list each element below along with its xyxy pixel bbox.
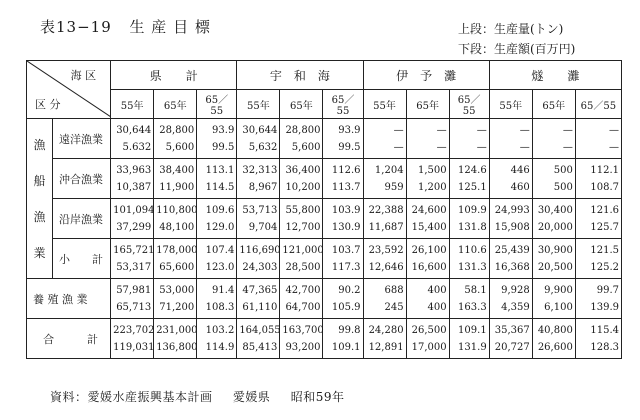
value-lower: 108.7 <box>590 181 619 193</box>
value-cell <box>197 199 237 239</box>
value-cell <box>406 319 449 359</box>
value-cell <box>280 199 323 239</box>
subcolumn-header: 55年 <box>363 90 406 119</box>
value-cell <box>280 279 323 319</box>
value-lower: 131.8 <box>458 221 487 233</box>
value-lower: 11,687 <box>368 221 404 233</box>
value-upper: 446 <box>510 164 530 176</box>
value-lower: 125.7 <box>590 221 619 233</box>
subcolumn-header: 55年 <box>111 90 154 119</box>
value-cell <box>111 279 154 319</box>
value-cell <box>532 159 575 199</box>
value-cell <box>489 119 532 159</box>
row-label-aquaculture: 養 殖 漁 業 <box>27 279 111 319</box>
value-upper: 57,981 <box>116 284 152 296</box>
row-label: 沖合漁業 <box>53 159 111 199</box>
value-lower: 105.9 <box>331 301 361 313</box>
value-cell <box>323 319 363 359</box>
value-upper: 1,500 <box>417 164 447 176</box>
production-target-table <box>26 60 622 359</box>
value-lower: 114.9 <box>205 341 235 353</box>
value-upper: 90.2 <box>338 284 361 296</box>
region-header-iyonada: 伊 予 灘 <box>363 61 489 90</box>
value-cell <box>154 239 197 279</box>
subcolumn-header: 65年 <box>154 90 197 119</box>
value-upper: 103.9 <box>331 204 361 216</box>
value-cell <box>575 239 621 279</box>
value-lower: — <box>393 141 404 153</box>
value-lower: — <box>519 141 530 153</box>
value-lower: 16,368 <box>494 261 530 273</box>
value-cell <box>489 159 532 199</box>
table-title-text: 生 産 目 標 <box>129 18 211 36</box>
value-lower: 61,110 <box>242 301 278 313</box>
value-cell <box>449 319 489 359</box>
value-cell <box>532 239 575 279</box>
subcolumn-header: 65／55 <box>449 90 489 119</box>
value-upper: 25,439 <box>494 244 530 256</box>
value-cell <box>449 199 489 239</box>
value-lower: 130.9 <box>331 221 361 233</box>
value-lower: 5.632 <box>122 141 152 153</box>
value-cell <box>406 199 449 239</box>
value-lower: 8,967 <box>248 181 278 193</box>
value-cell <box>363 119 406 159</box>
value-upper: 165,721 <box>113 244 155 256</box>
value-upper: 103.7 <box>331 244 361 256</box>
value-upper: 109.1 <box>458 324 487 336</box>
subcolumn-header: 65年 <box>532 90 575 119</box>
value-lower: 5,600 <box>291 141 321 153</box>
value-lower: 131.9 <box>458 341 487 353</box>
region-header-uwakai: 宇 和 海 <box>237 61 363 90</box>
value-lower: 136,800 <box>156 341 198 353</box>
subcolumn-header: 65／55 <box>197 90 237 119</box>
value-cell <box>197 279 237 319</box>
value-lower: 64,700 <box>285 301 321 313</box>
value-lower: 37,299 <box>116 221 152 233</box>
value-lower: 163.3 <box>458 301 487 313</box>
value-upper: 223,702 <box>113 324 155 336</box>
value-upper: 53,713 <box>242 204 278 216</box>
value-lower: 245 <box>384 301 404 313</box>
value-cell <box>323 159 363 199</box>
value-upper: 36,400 <box>285 164 321 176</box>
value-cell <box>323 199 363 239</box>
value-cell <box>489 199 532 239</box>
value-upper: — <box>436 124 447 136</box>
value-lower: 24,303 <box>242 261 278 273</box>
value-upper: 110.6 <box>458 244 487 256</box>
unit-note-upper: 上段：生産量(トン) <box>458 22 564 36</box>
source-org: 愛媛県 <box>232 390 271 404</box>
value-lower: 9,704 <box>248 221 278 233</box>
value-cell <box>489 319 532 359</box>
corner-label-category: 区 分 <box>35 98 61 111</box>
value-upper: — <box>609 124 619 136</box>
table-row <box>27 159 622 199</box>
value-upper: 26,500 <box>411 324 447 336</box>
value-cell <box>449 279 489 319</box>
value-lower: 108.3 <box>205 301 235 313</box>
value-cell <box>406 119 449 159</box>
value-cell <box>406 159 449 199</box>
row-label-total: 合 計 <box>27 319 111 359</box>
value-upper: 113.1 <box>205 164 235 176</box>
value-lower: 20,727 <box>494 341 530 353</box>
value-cell <box>532 119 575 159</box>
value-upper: 33,963 <box>116 164 152 176</box>
value-upper: 22,388 <box>368 204 404 216</box>
value-upper: 112.6 <box>331 164 361 176</box>
value-upper: 28,800 <box>159 124 195 136</box>
value-lower: 5,632 <box>248 141 278 153</box>
value-cell <box>575 319 621 359</box>
value-upper: 30,644 <box>242 124 278 136</box>
table-row-aquaculture <box>27 279 622 319</box>
value-cell <box>237 239 280 279</box>
value-lower: 12,646 <box>368 261 404 273</box>
value-upper: 30,644 <box>116 124 152 136</box>
value-upper: 28,800 <box>285 124 321 136</box>
value-upper: 163,700 <box>282 324 324 336</box>
value-upper: 30,900 <box>537 244 573 256</box>
region-header-prefecture: 県 計 <box>111 61 237 90</box>
value-lower: 26,600 <box>537 341 573 353</box>
source-era: 昭和59年 <box>290 390 345 404</box>
value-cell <box>154 159 197 199</box>
value-upper: 42,700 <box>285 284 321 296</box>
value-lower: 53,317 <box>116 261 152 273</box>
value-upper: 32,313 <box>242 164 278 176</box>
value-upper: 500 <box>553 164 573 176</box>
value-lower: 114.5 <box>205 181 235 193</box>
value-lower: 99.5 <box>338 141 361 153</box>
value-cell <box>237 119 280 159</box>
value-cell <box>575 159 621 199</box>
value-lower: 20,500 <box>537 261 573 273</box>
value-upper: 23,592 <box>368 244 404 256</box>
value-upper: — <box>562 124 573 136</box>
value-cell <box>575 199 621 239</box>
value-upper: 115.4 <box>590 324 619 336</box>
value-upper: 24,600 <box>411 204 447 216</box>
value-cell <box>363 199 406 239</box>
value-upper: 400 <box>427 284 447 296</box>
value-upper: 9,900 <box>544 284 573 296</box>
side-label-char: 業 <box>33 245 46 260</box>
corner-header-cell <box>27 61 111 119</box>
value-lower: — <box>476 141 487 153</box>
value-upper: 231,000 <box>156 324 198 336</box>
table-row <box>27 199 622 239</box>
value-upper: 47,365 <box>242 284 278 296</box>
value-lower: 15,400 <box>411 221 447 233</box>
value-upper: 26,100 <box>411 244 447 256</box>
value-cell <box>237 199 280 239</box>
value-cell <box>532 279 575 319</box>
value-upper: 24,280 <box>368 324 404 336</box>
value-lower: 123.0 <box>205 261 235 273</box>
value-cell <box>154 119 197 159</box>
table-row <box>27 119 622 159</box>
value-upper: 93.9 <box>212 124 235 136</box>
value-lower: 400 <box>427 301 447 313</box>
value-lower: 139.9 <box>590 301 619 313</box>
value-cell <box>111 199 154 239</box>
value-lower: 16,600 <box>411 261 447 273</box>
value-cell <box>237 279 280 319</box>
subcolumn-header-row <box>27 90 622 119</box>
value-cell <box>363 279 406 319</box>
value-cell <box>575 279 621 319</box>
value-upper: 58.1 <box>464 284 487 296</box>
side-label-char: 船 <box>33 173 46 188</box>
value-cell <box>111 319 154 359</box>
value-lower: 85,413 <box>242 341 278 353</box>
value-upper: 178,000 <box>156 244 198 256</box>
value-cell <box>280 119 323 159</box>
row-label: 沿岸漁業 <box>53 199 111 239</box>
subcolumn-header: 65年 <box>406 90 449 119</box>
value-lower: 119,031 <box>113 341 155 353</box>
value-cell <box>280 239 323 279</box>
value-upper: 30,400 <box>537 204 573 216</box>
value-lower: 959 <box>384 181 404 193</box>
subcolumn-header: 65／55 <box>575 90 621 119</box>
value-upper: 107.4 <box>205 244 235 256</box>
value-upper: 53,000 <box>159 284 195 296</box>
value-cell <box>489 239 532 279</box>
value-lower: 11,900 <box>159 181 195 193</box>
value-lower: — <box>609 141 619 153</box>
value-lower: 113.7 <box>331 181 361 193</box>
value-upper: 1,204 <box>374 164 404 176</box>
value-cell <box>323 279 363 319</box>
source-footer <box>50 388 360 405</box>
value-lower: 5,600 <box>165 141 195 153</box>
source-text: 資料：愛媛水産振興基本計画 <box>50 390 213 404</box>
value-lower: 125.2 <box>590 261 619 273</box>
subcolumn-header: 55年 <box>489 90 532 119</box>
value-upper: 24,993 <box>494 204 530 216</box>
value-cell <box>575 119 621 159</box>
value-lower: 65,713 <box>116 301 152 313</box>
table-row <box>27 239 622 279</box>
value-lower: 17,000 <box>411 341 447 353</box>
value-cell <box>363 239 406 279</box>
value-lower: 131.3 <box>458 261 487 273</box>
value-lower: 20,000 <box>537 221 573 233</box>
value-lower: 1,200 <box>417 181 447 193</box>
value-upper: 40,800 <box>537 324 573 336</box>
value-cell <box>197 319 237 359</box>
value-lower: — <box>436 141 447 153</box>
value-lower: 117.3 <box>331 261 361 273</box>
subcolumn-header: 65年 <box>280 90 323 119</box>
value-cell <box>111 239 154 279</box>
value-lower: 71,200 <box>159 301 195 313</box>
unit-note-lower: 下段：生産額(百万円) <box>458 42 576 56</box>
table-title <box>40 16 211 37</box>
table-row-total <box>27 319 622 359</box>
side-label-char: 漁 <box>33 137 46 152</box>
value-upper: 112.1 <box>590 164 619 176</box>
value-cell <box>197 239 237 279</box>
value-lower: 460 <box>510 181 530 193</box>
side-label-char: 漁 <box>33 209 46 224</box>
value-cell <box>449 159 489 199</box>
value-cell <box>532 319 575 359</box>
value-lower: 28,500 <box>285 261 321 273</box>
value-lower: 10,200 <box>285 181 321 193</box>
value-cell <box>111 119 154 159</box>
row-label: 遠洋漁業 <box>53 119 111 159</box>
value-upper: — <box>393 124 404 136</box>
value-upper: 99.8 <box>338 324 361 336</box>
value-upper: 116,690 <box>239 244 281 256</box>
value-lower: 99.5 <box>212 141 235 153</box>
value-lower: 93,200 <box>285 341 321 353</box>
value-lower: 10,387 <box>116 181 152 193</box>
value-cell <box>154 279 197 319</box>
subcolumn-header: 55年 <box>237 90 280 119</box>
value-upper: 101,094 <box>113 204 155 216</box>
value-upper: — <box>476 124 487 136</box>
value-upper: 124.6 <box>458 164 487 176</box>
value-cell <box>489 279 532 319</box>
value-cell <box>449 119 489 159</box>
value-upper: 91.4 <box>212 284 235 296</box>
value-cell <box>323 119 363 159</box>
value-cell <box>197 159 237 199</box>
region-header-hiuchinada: 燧 灘 <box>489 61 621 90</box>
value-lower: 65,600 <box>159 261 195 273</box>
value-upper: 121,000 <box>282 244 324 256</box>
value-upper: 38,400 <box>159 164 195 176</box>
value-upper: 109.9 <box>458 204 487 216</box>
value-lower: 4,359 <box>501 301 530 313</box>
value-lower: 125.1 <box>458 181 487 193</box>
side-label-fishing-vessel <box>27 119 53 279</box>
value-upper: 164,055 <box>239 324 281 336</box>
value-cell <box>197 119 237 159</box>
subcolumn-header: 65／55 <box>323 90 363 119</box>
value-cell <box>406 239 449 279</box>
value-cell <box>406 279 449 319</box>
value-cell <box>237 159 280 199</box>
value-lower: 15,908 <box>494 221 530 233</box>
value-lower: 12,700 <box>285 221 321 233</box>
value-cell <box>449 239 489 279</box>
corner-label-sea-area: 海 区 <box>70 69 97 82</box>
value-lower: 129.0 <box>205 221 235 233</box>
value-upper: 99.7 <box>596 284 619 296</box>
value-lower: 128.3 <box>590 341 619 353</box>
value-upper: 121.6 <box>590 204 619 216</box>
value-upper: 55,800 <box>285 204 321 216</box>
value-cell <box>280 319 323 359</box>
value-upper: 110,800 <box>156 204 198 216</box>
value-cell <box>323 239 363 279</box>
value-cell <box>154 319 197 359</box>
value-upper: 109.6 <box>205 204 235 216</box>
value-cell <box>532 199 575 239</box>
value-cell <box>363 319 406 359</box>
value-upper: 121.5 <box>590 244 619 256</box>
value-upper: 93.9 <box>338 124 361 136</box>
value-cell <box>280 159 323 199</box>
value-upper: — <box>519 124 530 136</box>
value-lower: 109.1 <box>331 341 361 353</box>
value-lower: — <box>562 141 573 153</box>
value-upper: 9,928 <box>501 284 530 296</box>
value-upper: 688 <box>384 284 404 296</box>
value-cell <box>111 159 154 199</box>
value-lower: 6,100 <box>544 301 573 313</box>
value-lower: 12,891 <box>368 341 404 353</box>
value-lower: 500 <box>553 181 573 193</box>
row-label: 小 計 <box>53 239 111 279</box>
value-cell <box>363 159 406 199</box>
value-cell <box>237 319 280 359</box>
value-cell <box>154 199 197 239</box>
value-upper: 35,367 <box>494 324 530 336</box>
value-upper: 103.2 <box>205 324 235 336</box>
table-number: 表13−19 <box>40 18 112 36</box>
value-lower: 48,100 <box>159 221 195 233</box>
